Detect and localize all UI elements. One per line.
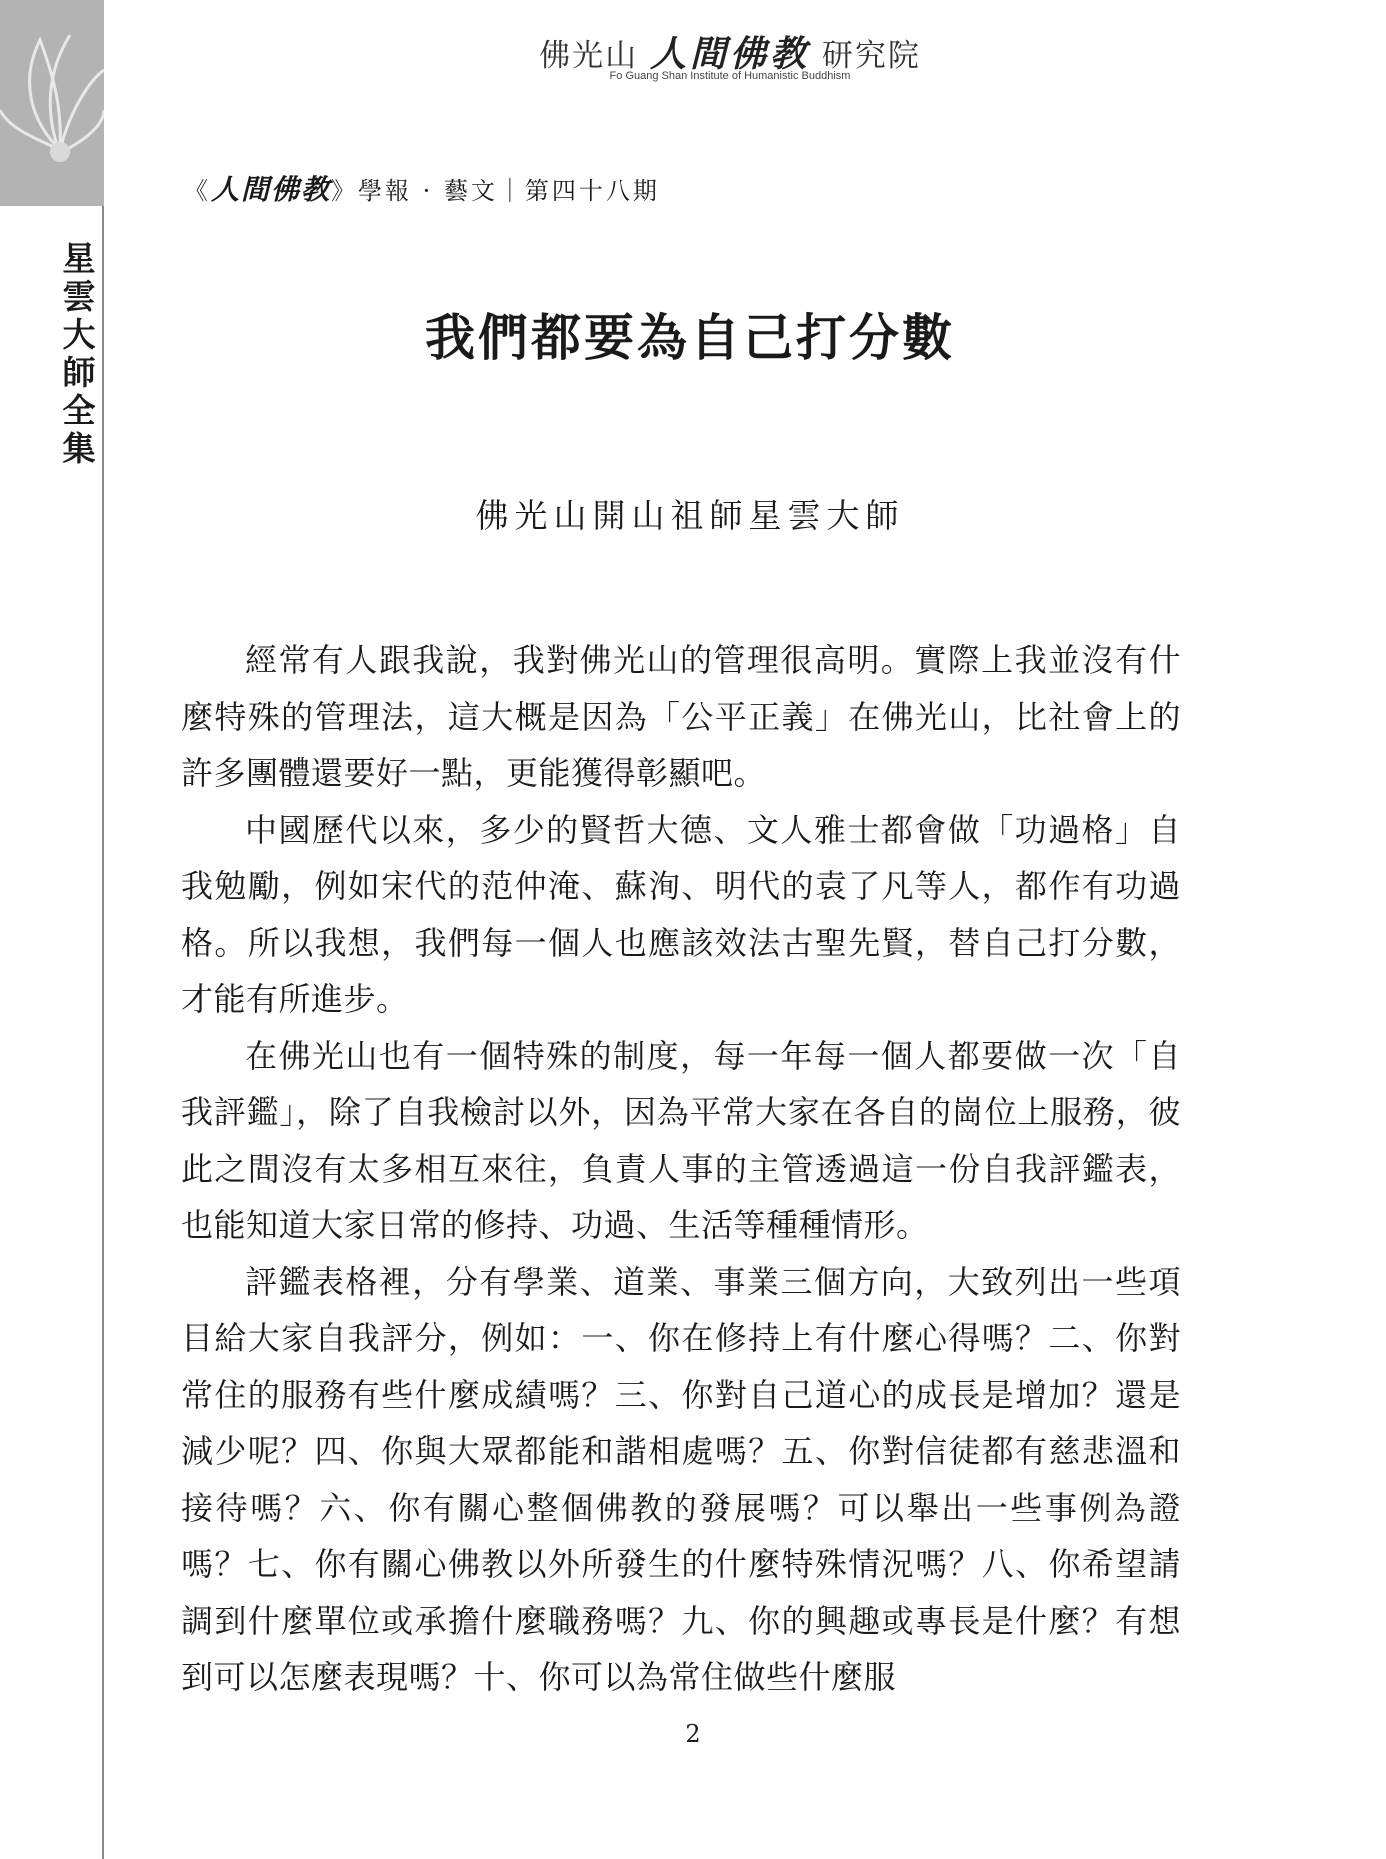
body-paragraph: 在佛光山也有一個特殊的制度，每一年每一個人都要做一次「自我評鑑」，除了自我檢討以外，因為平常大家在各自的崗位上服務，彼此之間沒有太多相互來往，負責人事的主管透過這一份自我評鑑表，也能知道大家日常的修持、功過、生活等種種情形。	[181, 1036, 1181, 1244]
collection-char: 師	[62, 353, 96, 392]
collection-char: 星	[62, 239, 96, 278]
journal-issue: 》學報 · 藝文｜第四十八期	[331, 177, 660, 205]
article-author: 佛光山開山祖師星雲大師	[475, 496, 905, 535]
left-margin-rule	[102, 206, 104, 1859]
collection-char: 大	[62, 315, 96, 354]
collection-char: 集	[62, 429, 96, 468]
body-paragraph: 經常有人跟我說，我對佛光山的管理很高明。實際上我並沒有什麼特殊的管理法，這大概是因為「公平正義」在佛光山，比社會上的許多團體還要好一點，更能獲得彰顯吧。	[181, 641, 1181, 792]
journal-brand: 人間佛教	[211, 173, 332, 206]
journal-open-quote: 《	[184, 177, 211, 205]
collection-char: 雲	[62, 277, 96, 316]
institute-english-name: Fo Guang Shan Institute of Humanistic Buddhism	[609, 70, 851, 82]
journal-running-head	[184, 168, 660, 208]
institute-brand: 人間佛教	[649, 33, 810, 75]
article-body	[181, 632, 1181, 1706]
body-paragraph: 評鑑表格裡，分有學業、道業、事業三個方向，大致列出一些項目給大家自我評分，例如：一、你在修持上有什麼心得嗎？二、你對常住的服務有些什麼成績嗎？三、你對自己道心的成長是增加？還是減少呢？四、你與大眾都能和諧相處嗎？五、你對信徒都有慈悲溫和接待嗎？六、你有關心整個佛教的發展嗎？可以舉出一些事例為證嗎？七、你有關心佛教以外所發生的什麼特殊情況嗎？八、你希望請調到什麼單位或承擔什麼職務嗎？九、你的興趣或專長是什麼？有想到可以怎麼表現嗎？十、你可以為常住做些什麼服	[181, 1262, 1181, 1696]
collection-char: 全	[62, 391, 96, 430]
lotus-watermark-icon	[0, 0, 104, 206]
institute-prefix: 佛光山	[539, 38, 639, 74]
institute-suffix: 研究院	[821, 38, 921, 74]
page-number: 2	[685, 1720, 701, 1748]
collection-name-vertical	[56, 240, 102, 468]
body-paragraph: 中國歷代以來，多少的賢哲大德、文人雅士都會做「功過格」自我勉勵，例如宋代的范仲淹、蘇洵、明代的袁了凡等人，都作有功過格。所以我想，我們每一個人也應該效法古聖先賢，替自己打分數，才能有所進步。	[181, 810, 1181, 1018]
corner-decoration	[0, 0, 104, 206]
article-title: 我們都要為自己打分數	[425, 308, 955, 367]
